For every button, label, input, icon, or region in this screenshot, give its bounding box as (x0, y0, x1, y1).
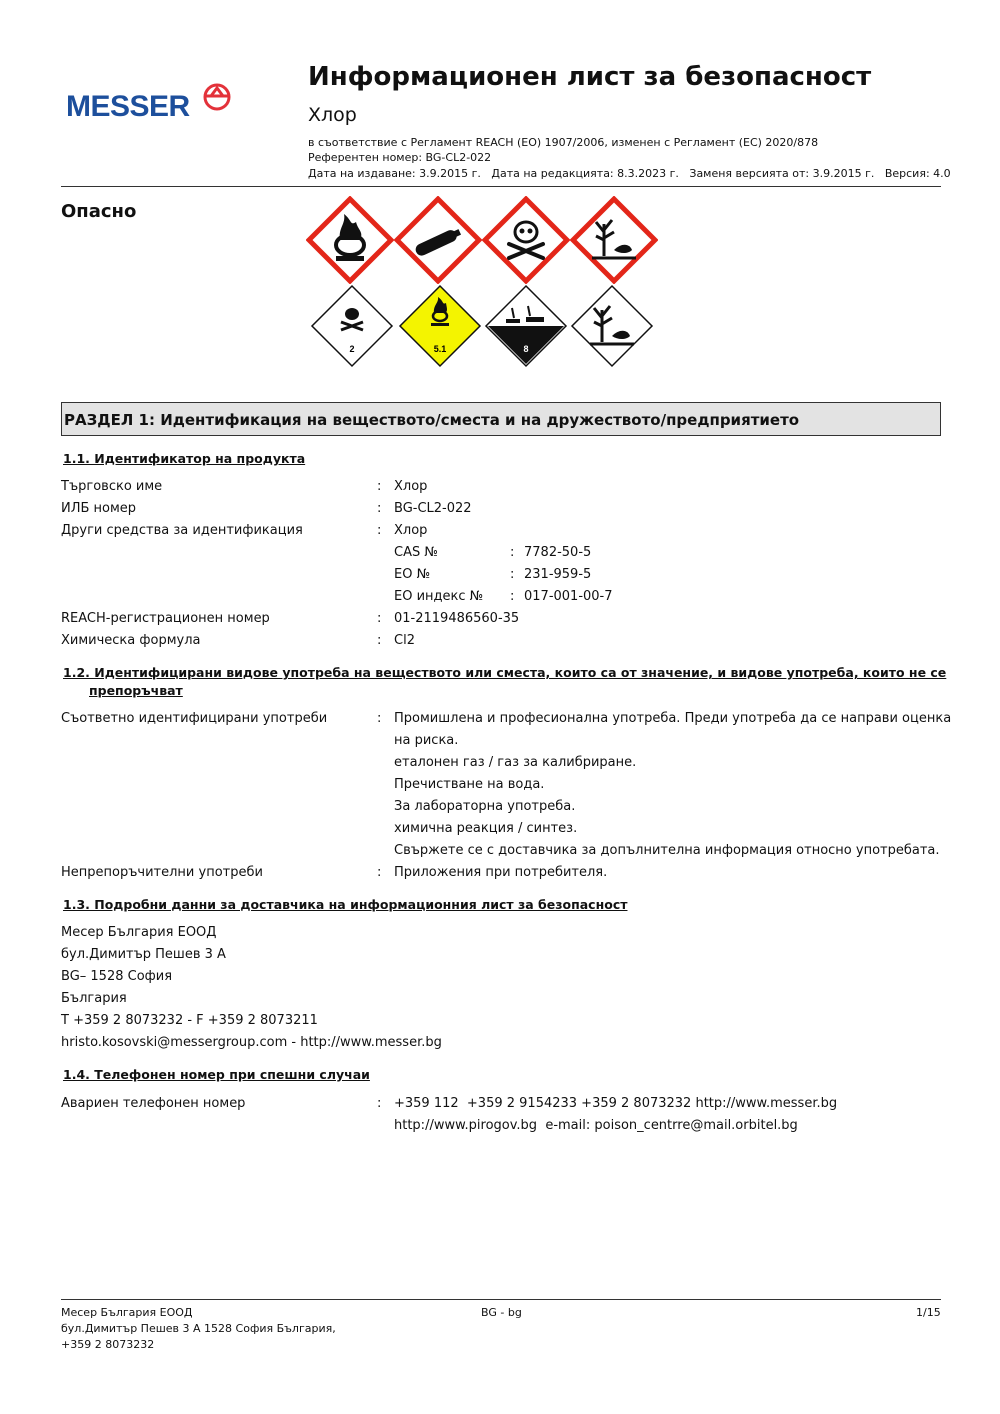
identified-use-line: За лабораторна употреба. (394, 799, 576, 814)
colon: : (377, 523, 382, 538)
identified-use-line: еталонен газ / газ за калибриране. (394, 755, 637, 770)
sds-number-value: BG-CL2-022 (394, 501, 472, 516)
colon: : (510, 589, 515, 604)
colon: : (377, 711, 382, 726)
other-identification-value: Хлор (394, 523, 428, 538)
supplier-line: T +359 2 8073232 - F +359 2 8073211 (61, 1013, 318, 1028)
ec-number-label: ЕО № (394, 567, 431, 582)
ec-number-value: 231-959-5 (524, 567, 592, 582)
colon: : (377, 611, 382, 626)
chemical-formula-value: Cl2 (394, 633, 415, 648)
colon: : (377, 501, 382, 516)
reach-registration-value: 01-2119486560-35 (394, 611, 520, 626)
emergency-phone-label: Авариен телефонен номер (61, 1096, 246, 1111)
emergency-phone-line[interactable]: +359 112 +359 2 9154233 +359 2 8073232 http://www.messer.bg (394, 1096, 838, 1111)
supplier-line: BG– 1528 София (61, 969, 173, 984)
messer-logo-icon (202, 82, 232, 112)
not-recommended-label: Непрепоръчителни употреби (61, 865, 263, 880)
adr-number-8: 8 (523, 344, 529, 354)
logo-text: MESSER (66, 90, 190, 123)
colon: : (510, 567, 515, 582)
footer-phone: +359 2 8073232 (61, 1338, 155, 1351)
subsection-1-2-heading-cont: препоръчват (89, 683, 183, 698)
ec-index-label: ЕО индекс № (394, 589, 484, 604)
colon: : (377, 865, 382, 880)
subsection-1-1-heading: 1.1. Идентификатор на продукта (63, 451, 306, 466)
ec-index-value: 017-001-00-7 (524, 589, 613, 604)
supplier-line: Месер България ЕООД (61, 925, 217, 940)
signal-word: Опасно (61, 201, 137, 222)
adr-label-environment (570, 284, 654, 368)
subsection-1-3-heading: 1.3. Подробни данни за доставчика на информационния лист за безопасност (63, 897, 628, 912)
colon: : (377, 633, 382, 648)
cas-value: 7782-50-5 (524, 545, 592, 560)
version-dates: Дата на издаване: 3.9.2015 г. Дата на редакцията: 8.3.2023 г. Заменя версията от: 3.9.2015 г. Версия: 4.0 (308, 167, 951, 180)
document-title: Информационен лист за безопасност (308, 62, 872, 92)
supplier-contact-line[interactable]: hristo.kosovski@messergroup.com - http://www.messer.bg (61, 1035, 442, 1050)
supplier-line: България (61, 991, 127, 1006)
identified-use-line: химична реакция / синтез. (394, 821, 578, 836)
sds-number-label: ИЛБ номер (61, 501, 137, 516)
skull-crossbones-icon (482, 196, 570, 284)
adr-label-class-2 (310, 284, 394, 368)
adr-label-class-8 (484, 284, 568, 368)
page-number: 1/15 (916, 1306, 941, 1319)
emergency-contact-line[interactable]: http://www.pirogov.bg e-mail: poison_centrre@mail.orbitel.bg (394, 1118, 798, 1133)
identified-uses-label: Съответно идентифицирани употреби (61, 711, 328, 726)
section-1-title: РАЗДЕЛ 1: Идентификация на веществото/сместа и на дружеството/предприятието (64, 411, 800, 429)
cas-label: CAS № (394, 545, 438, 560)
adr-number-5-1: 5.1 (433, 344, 447, 354)
subsection-1-2-heading: 1.2. Идентифицирани видове употреба на веществото или сместа, които са от значение, и видове употреба, които не се (63, 665, 947, 680)
footer-divider (61, 1299, 941, 1300)
trade-name-label: Търговско име (61, 479, 163, 494)
other-identification-label: Други средства за идентификация (61, 523, 303, 538)
colon: : (510, 545, 515, 560)
product-name: Хлор (308, 104, 357, 126)
footer-locale: BG - bg (481, 1306, 522, 1319)
reach-registration-label: REACH-регистрационен номер (61, 611, 270, 626)
trade-name-value: Хлор (394, 479, 428, 494)
identified-use-line: Свържете се с доставчика за допълнителна информация относно употребата. (394, 843, 940, 858)
supplier-line: бул.Димитър Пешев 3 А (61, 947, 226, 962)
subsection-1-4-heading: 1.4. Телефонен номер при спешни случаи (63, 1067, 370, 1082)
adr-number-2: 2 (349, 344, 355, 354)
header-divider (61, 186, 941, 187)
adr-label-class-5-1 (398, 284, 482, 368)
footer-company: Месер България ЕООД (61, 1306, 193, 1319)
environment-icon (570, 196, 658, 284)
identified-use-line: Пречистване на вода. (394, 777, 545, 792)
reference-number: Референтен номер: BG-CL2-022 (308, 151, 492, 164)
footer-address: бул.Димитър Пешев 3 А 1528 София България, (61, 1322, 336, 1335)
messer-logo (66, 82, 236, 126)
gas-cylinder-icon (394, 196, 482, 284)
identified-use-line: на риска. (394, 733, 459, 748)
section-1-header (61, 402, 941, 436)
regulation-line: в съответствие с Регламент REACH (ЕО) 1907/2006, изменен с Регламент (ЕС) 2020/878 (308, 136, 819, 149)
chemical-formula-label: Химическа формула (61, 633, 201, 648)
colon: : (377, 1096, 382, 1111)
colon: : (377, 479, 382, 494)
not-recommended-value: Приложения при потребителя. (394, 865, 608, 880)
flame-over-circle-icon (306, 196, 394, 284)
identified-use-line: Промишлена и професионална употреба. Преди употреба да се направи оценка (394, 711, 952, 726)
